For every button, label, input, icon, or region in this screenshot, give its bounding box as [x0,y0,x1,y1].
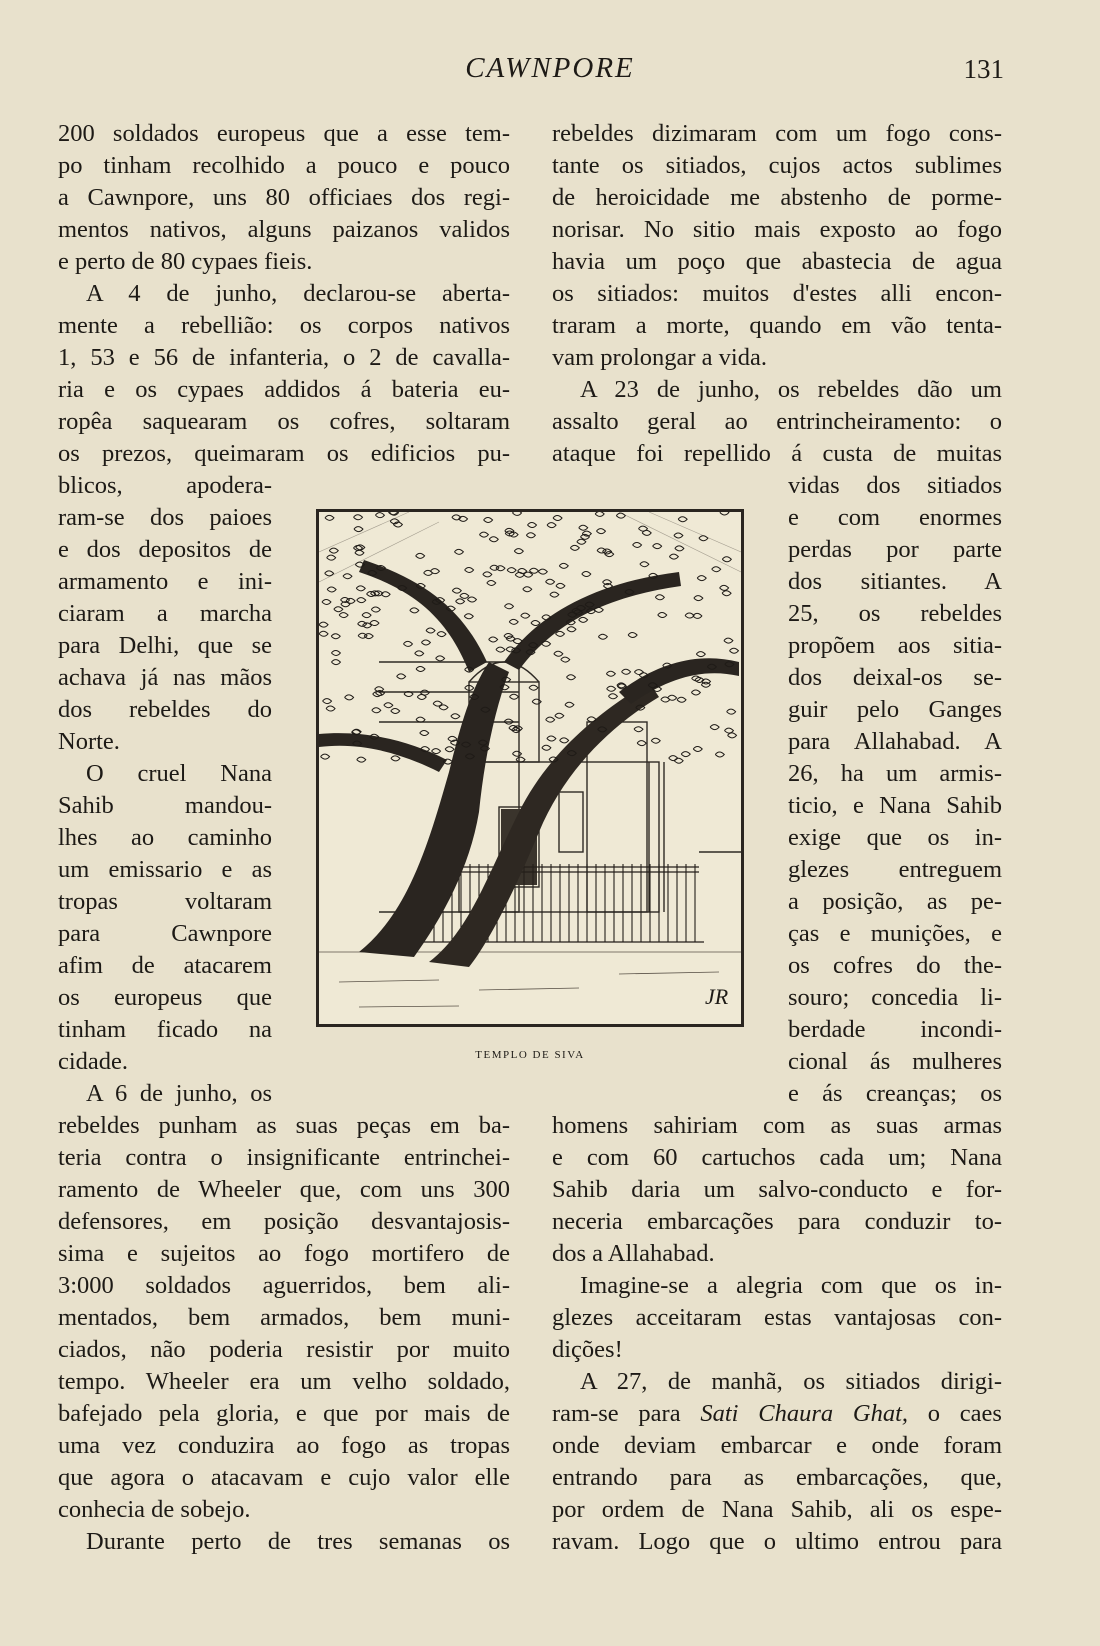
text-line: ram-se dos paioes [58,504,272,531]
text-line: Norte. [58,728,120,755]
text-line: defensores, em posição desvantajosis- [58,1208,510,1235]
text-line: A 27, de manhã, os sitiados dirigi- [580,1368,1002,1395]
text-line: A 4 de junho, declarou-se aberta- [86,280,510,307]
text-line: conhecia de sobejo. [58,1496,251,1523]
artist-monogram: JR [705,984,729,1009]
text-line: souro; concedia li- [788,984,1002,1011]
text-line: e com 60 cartuchos cada um; Nana [552,1144,1002,1171]
italic-place-name: Sati Chaura Ghat, [700,1400,909,1427]
text-line: 25, os rebeldes [788,600,1002,627]
text-line: para Cawnpore [58,920,272,947]
text-line: e perto de 80 cypaes fieis. [58,248,313,275]
text-line: dos a Allahabad. [552,1240,715,1267]
text-line: ataque foi repellido á custa de muitas [552,440,1002,467]
text-line: tante os sitiados, cujos actos sublimes [552,152,1002,179]
text-line: tropas voltaram [58,888,272,915]
text-line: A 23 de junho, os rebeldes dão um [580,376,1002,403]
text-line: entrando para as embarcações, que, [552,1464,1002,1491]
text-line: blicos, apodera- [58,472,272,499]
text-line: 3:000 soldados aguerridos, bem ali- [58,1272,510,1299]
text-line: guir pelo Ganges [788,696,1002,723]
text-line: Sahib daria um salvo-conducto e for- [552,1176,1002,1203]
text-line: a Cawnpore, uns 80 officiaes dos regi- [58,184,510,211]
text-line: armamento e ini- [58,568,272,595]
engraving-tree-temple [319,512,741,1024]
text-line: ciaram a marcha [58,600,272,627]
text-line: rebeldes punham as suas peças em ba- [58,1112,510,1139]
text-line: dos rebeldes do [58,696,272,723]
text-line: Sahib mandou- [58,792,272,819]
text-line: ria e os cypaes addidos á bateria eu- [58,376,510,403]
text-line: berdade incondi- [788,1016,1002,1043]
text-line: os cofres do the- [788,952,1002,979]
text-line: mentos nativos, alguns paizanos validos [58,216,510,243]
text-line: vidas dos sitiados [788,472,1002,499]
text-line: norisar. No sitio mais exposto ao fogo [552,216,1002,243]
text-line: 200 soldados europeus que a esse tem- [58,120,510,147]
text-line: bafejado pela gloria, e que por mais de [58,1400,510,1427]
text-line: de heroicidade me abstenho de porme- [552,184,1002,211]
text-line: sima e sujeitos ao fogo mortifero de [58,1240,510,1267]
text-line: homens sahiriam com as suas armas [552,1112,1002,1139]
text-line: dos sitiantes. A [788,568,1002,595]
text-line [552,1398,1002,1430]
text-line: para Allahabad. A [788,728,1002,755]
text-line: assalto geral ao entrincheiramento: o [552,408,1002,435]
text-line: e ás creanças; os [788,1080,1002,1107]
text-line: mentados, bem armados, bem muni- [58,1304,510,1331]
text-line: onde deviam embarcar e onde foram [552,1432,1002,1459]
text-line: ravam. Logo que o ultimo entrou para [552,1528,1002,1555]
running-header: CAWNPORE [465,52,635,84]
page-number: 131 [963,54,1004,84]
text-line: ças e munições, e [788,920,1002,947]
text-line: afim de atacarem [58,952,272,979]
text-line: perdas por parte [788,536,1002,563]
text-line: havia um poço que abastecia de agua [552,248,1002,275]
text-line: lhes ao caminho [58,824,272,851]
text-line: po tinham recolhido a pouco e pouco [58,152,510,179]
text-line: glezes entreguem [788,856,1002,883]
text-line: os prezos, queimaram os edificios pu- [58,440,510,467]
text-line: Durante perto de tres semanas os [86,1528,510,1555]
text-run: ram-se para [552,1400,701,1427]
text-line: ticio, e Nana Sahib [788,792,1002,819]
text-line: cional ás mulheres [788,1048,1002,1075]
text-line: cidade. [58,1048,129,1075]
text-line: os europeus que [58,984,272,1011]
text-line: achava já nas mãos [58,664,272,691]
text-line: teria contra o insignificante entrinchei- [58,1144,510,1171]
text-line: tempo. Wheeler era um velho soldado, [58,1368,510,1395]
text-line: A 6 de junho, os [86,1080,272,1107]
text-line: dições! [552,1336,623,1363]
text-line: neceria embarcações para conduzir to- [552,1208,1002,1235]
text-line: rebeldes dizimaram com um fogo cons- [552,120,1002,147]
text-line: Imagine-se a alegria com que os in- [580,1272,1002,1299]
text-line: os sitiados: muitos d'estes alli encon- [552,280,1002,307]
text-run: o caes [908,1400,1002,1427]
text-line: glezes acceitaram estas vantajosas con- [552,1304,1002,1331]
illustration-temple-of-siva [316,509,744,1027]
text-line: ciados, não poderia resistir por muito [58,1336,510,1363]
text-line: 26, ha um armis- [788,760,1002,787]
text-line: a posição, as pe- [788,888,1002,915]
text-line: propõem aos sitia- [788,632,1002,659]
text-line: uma vez conduzira ao fogo as tropas [58,1432,510,1459]
text-line: que agora o atacavam e cujo valor elle [58,1464,510,1491]
text-line: ramento de Wheeler que, com uns 300 [58,1176,510,1203]
text-line: para Delhi, que se [58,632,272,659]
text-line: e dos depositos de [58,536,272,563]
text-line: e com enormes [788,504,1002,531]
text-line: dos deixal-os se- [788,664,1002,691]
text-line: O cruel Nana [86,760,272,787]
text-line: vam prolongar a vida. [552,344,767,371]
text-line: mente a rebellião: os corpos nativos [58,312,510,339]
text-line: traram a morte, quando em vão tenta- [552,312,1002,339]
text-line: por ordem de Nana Sahib, ali os espe- [552,1496,1002,1523]
text-line: tinham ficado na [58,1016,272,1043]
figure-caption: TEMPLO DE SIVA [475,1049,585,1061]
text-line: ropêa saquearam os cofres, soltaram [58,408,510,435]
text-line: exige que os in- [788,824,1002,851]
text-line: 1, 53 e 56 de infanteria, o 2 de cavalla- [58,344,510,371]
text-line: um emissario e as [58,856,272,883]
